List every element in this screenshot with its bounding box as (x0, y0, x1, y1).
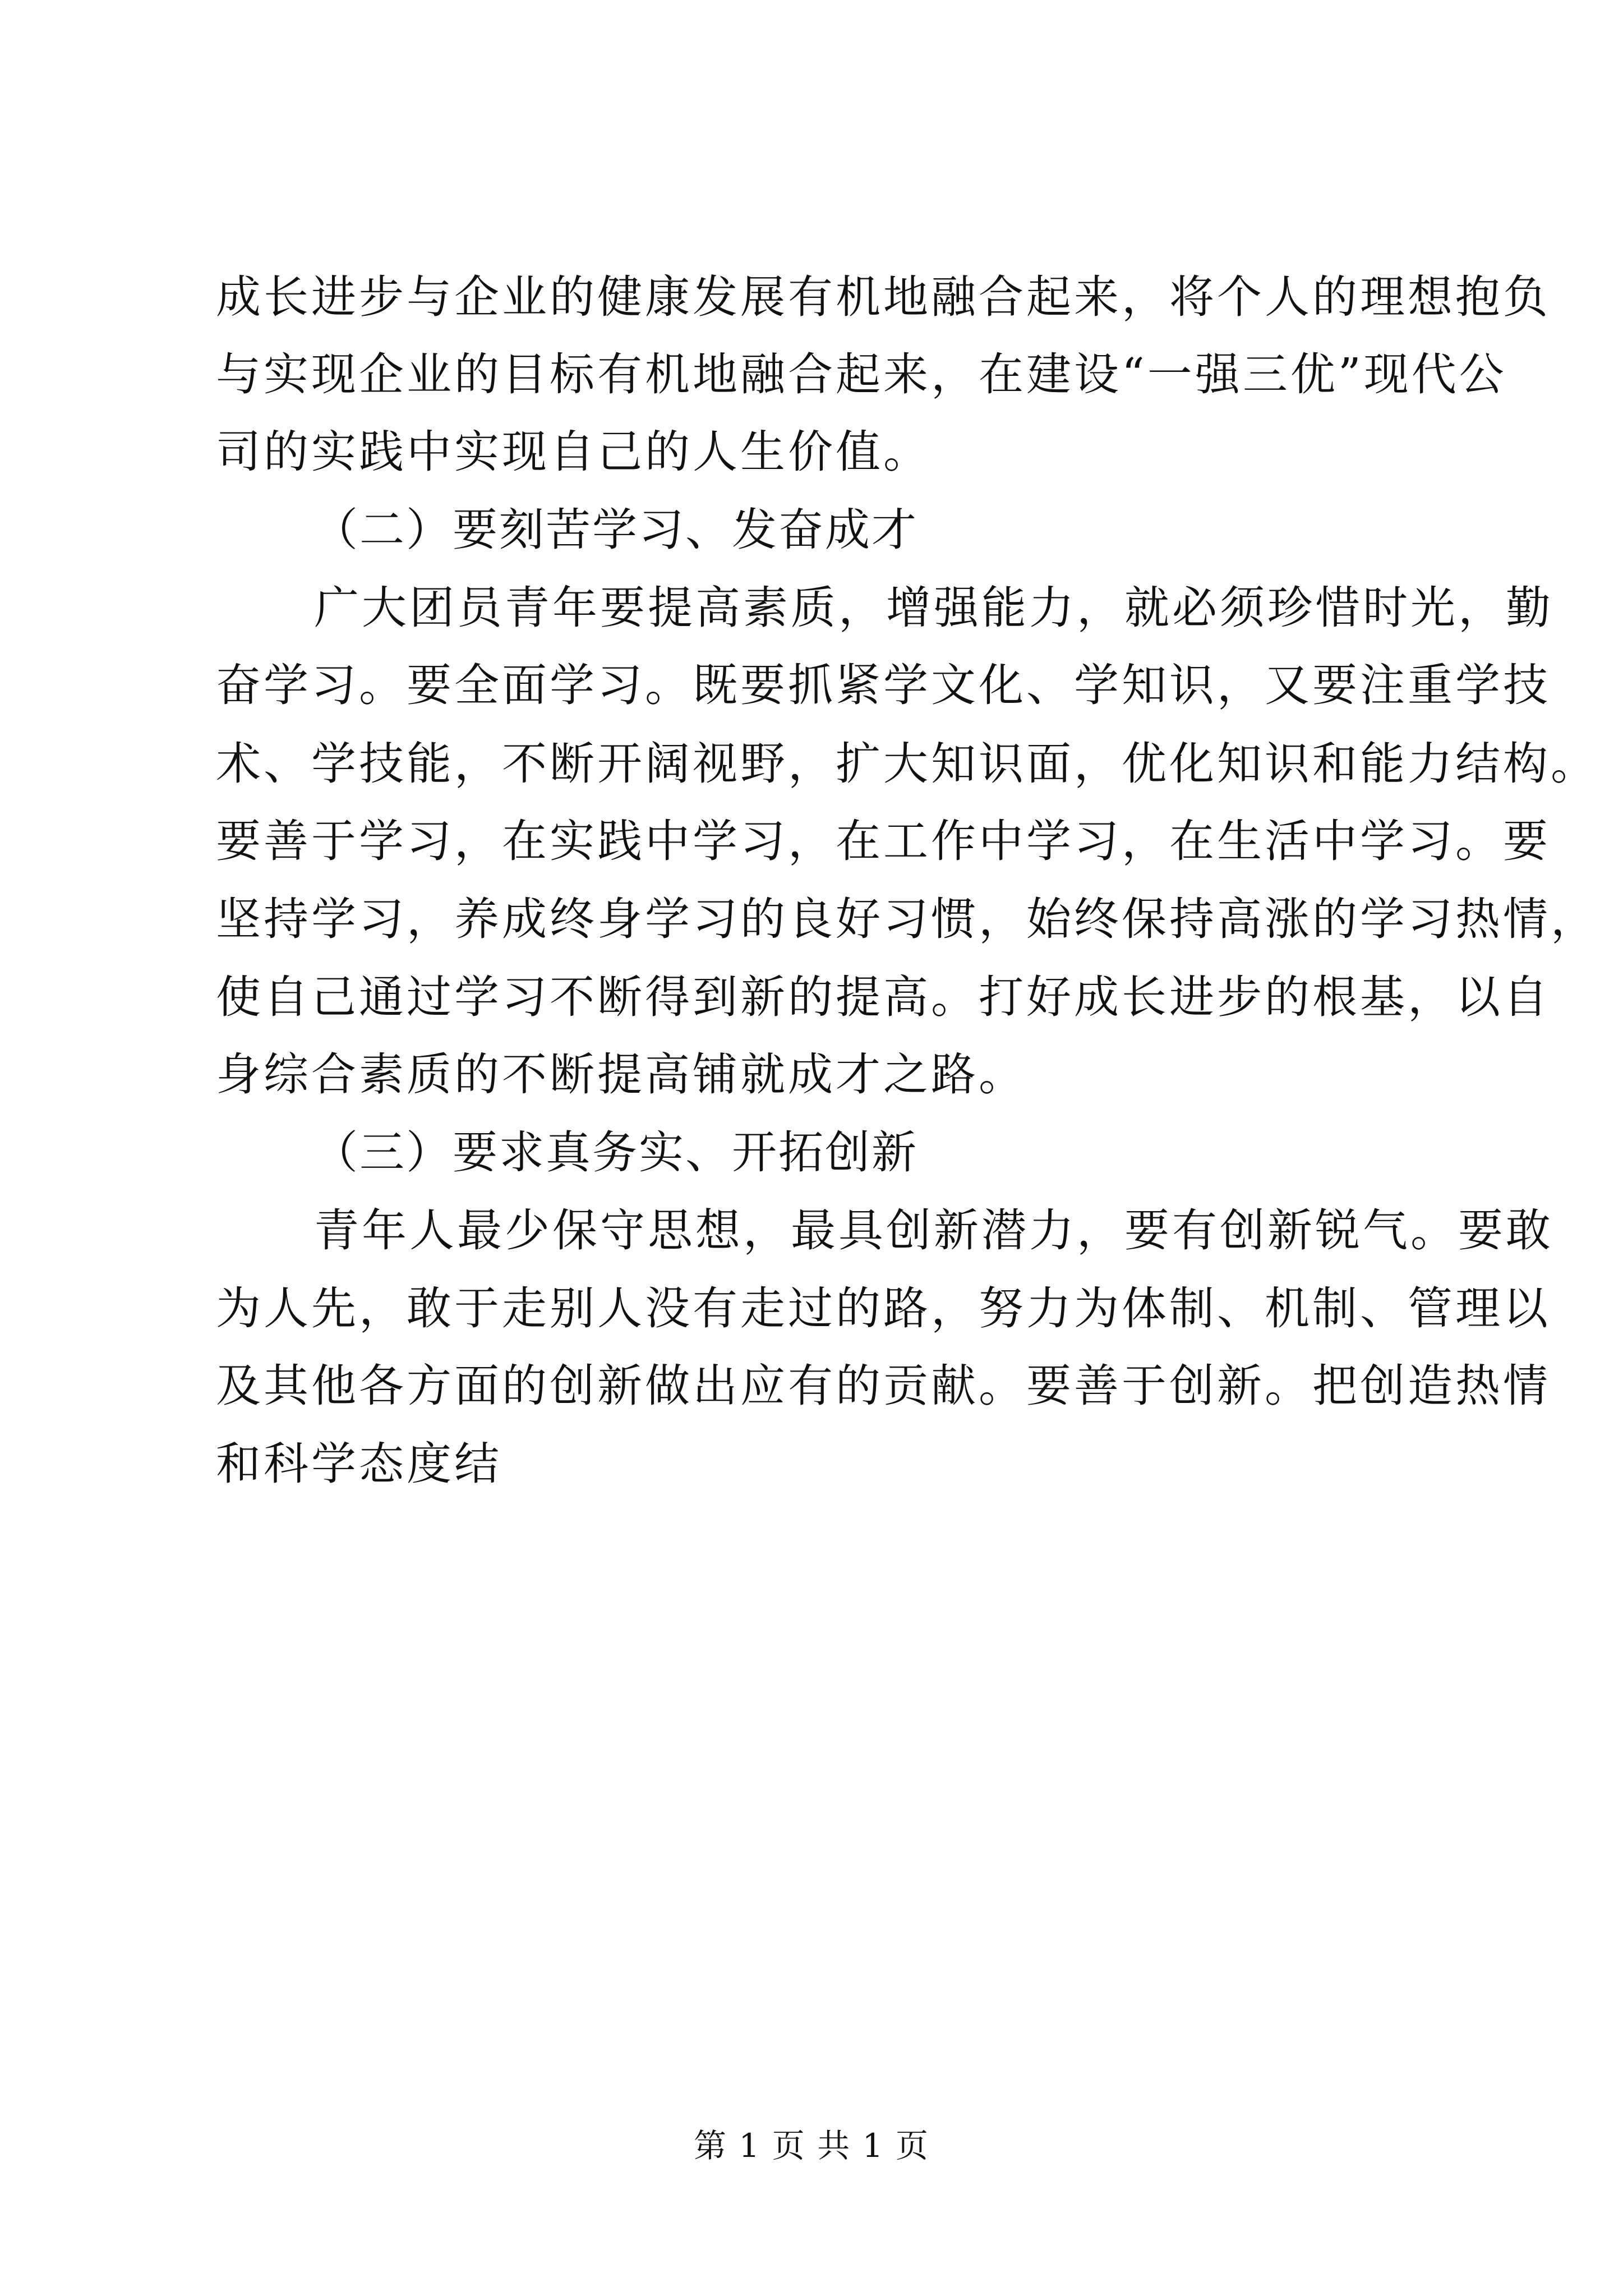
body-line: 为人先，敢于走别人没有走过的路，努力为体制、机制、管理以 (216, 1282, 1551, 1335)
section-heading: （二）要刻苦学习、发奋成才 (313, 504, 918, 556)
body-line: 广大团员青年要提高素质，增强能力，就必须珍惜时光，勤 (314, 582, 1553, 634)
body-line: 和科学态度结 (216, 1438, 502, 1490)
body-line: 成长进步与企业的健康发展有机地融合起来，将个人的理想抱负 (216, 271, 1551, 323)
page-number-footer: 第 1 页 共 1 页 (694, 2127, 929, 2165)
body-line: 及其他各方面的创新做出应有的贡献。要善于创新。把创造热情 (216, 1360, 1551, 1412)
body-line: 术、学技能，不断开阔视野，扩大知识面，优化知识和能力结构。 (216, 738, 1598, 790)
body-line: 坚持学习，养成终身学习的良好习惯，始终保持高涨的学习热情， (216, 893, 1598, 945)
section-heading: （三）要求真务实、开拓创新 (313, 1126, 918, 1179)
body-line: 青年人最少保守思想，最具创新潜力，要有创新锐气。要敢 (314, 1204, 1553, 1257)
body-line: 司的实践中实现自己的人生价值。 (216, 426, 931, 478)
body-line: 奋学习。要全面学习。既要抓紧学文化、学知识，又要注重学技 (216, 659, 1551, 711)
body-line: 要善于学习，在实践中学习，在工作中学习，在生活中学习。要 (216, 815, 1551, 867)
body-line: 使自己通过学习不断得到新的提高。打好成长进步的根基，以自 (216, 971, 1551, 1023)
body-line: 身综合素质的不断提高铺就成才之路。 (216, 1048, 1026, 1101)
body-line: 与实现企业的目标有机地融合起来，在建设“一强三优”现代公 (216, 348, 1507, 401)
